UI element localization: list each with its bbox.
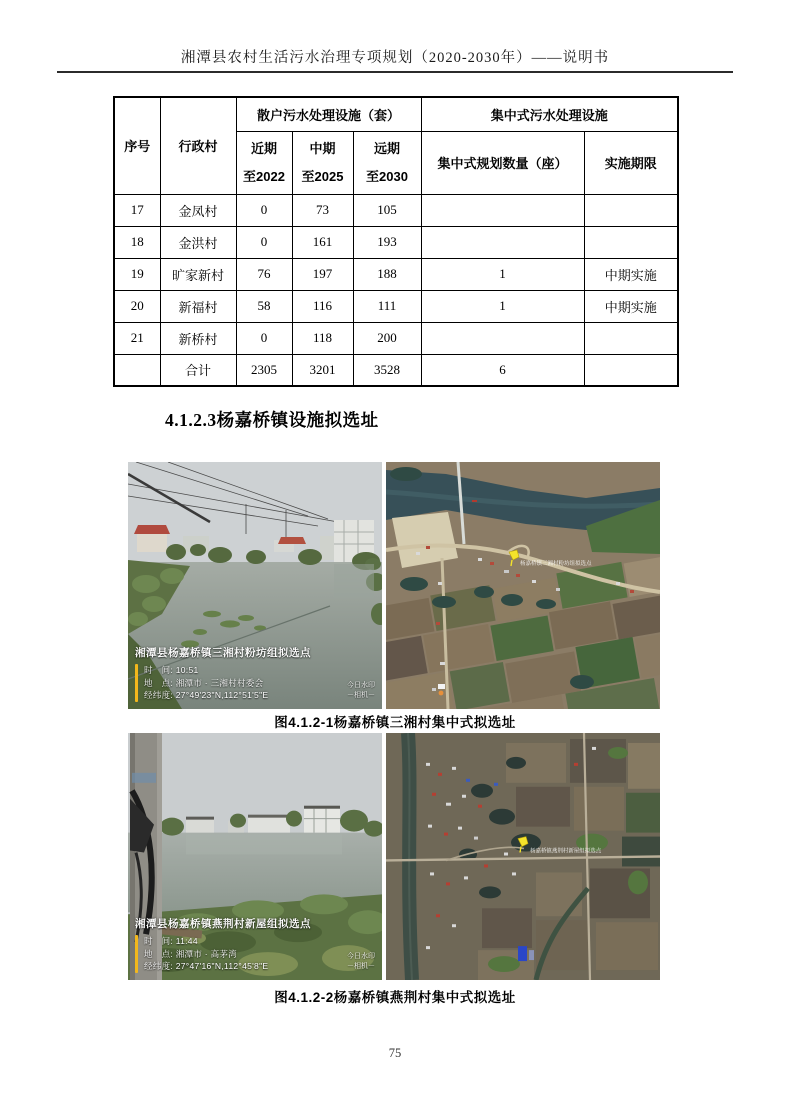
cell-index: 17 [114, 194, 160, 226]
header-index: 序号 [114, 97, 160, 194]
facilities-table [113, 96, 679, 387]
cell-mid: 116 [292, 290, 353, 322]
cell-far: 188 [353, 258, 421, 290]
figure-1-caption: 图4.1.2-1杨嘉桥镇三湘村集中式拟选址 [274, 715, 516, 730]
cell-planned [421, 194, 584, 226]
watermark-accent-bar [135, 664, 138, 702]
document-header-title: 湘潭县农村生活污水治理专项规划（2020-2030年）——说明书 [180, 50, 610, 66]
site-photo-2 [128, 733, 382, 980]
canal [408, 733, 412, 980]
watermark-time: 时 间: 11:44 [144, 935, 198, 946]
cell-period [584, 322, 678, 354]
header-mid-line2: 至2025 [301, 168, 344, 184]
cell-far: 193 [353, 226, 421, 258]
header-near-term [236, 131, 292, 194]
cell-far: 200 [353, 322, 421, 354]
cell-village: 新桥村 [160, 322, 236, 354]
watermark-coordinates: 经纬度: 27°49'23"N,112°51'5"E [144, 690, 269, 701]
cell-village: 新福村 [160, 290, 236, 322]
cell-period [584, 354, 678, 386]
satellite-map-2-image [386, 733, 660, 980]
header-group-centralized: 集中式污水处理设施 [421, 97, 678, 131]
sand-flat [392, 512, 458, 568]
cell-village: 旷家新村 [160, 258, 236, 290]
cell-period [584, 194, 678, 226]
cell-near: 0 [236, 322, 292, 354]
photo-watermark-overlay [128, 641, 382, 709]
cell-mid: 197 [292, 258, 353, 290]
cell-far: 3528 [353, 354, 421, 386]
header-far-line2: 至2030 [366, 168, 408, 184]
watermark-title: 湘潭县杨嘉桥镇三湘村粉坊组拟选点 [135, 646, 311, 659]
satellite-map-2 [386, 733, 660, 980]
header-village: 行政村 [160, 97, 236, 194]
site-photo-1 [128, 462, 382, 709]
cell-planned: 1 [421, 290, 584, 322]
cell-planned [421, 322, 584, 354]
cell-near: 76 [236, 258, 292, 290]
header-near-line1: 近期 [250, 141, 277, 157]
cell-near: 0 [236, 226, 292, 258]
camera-watermark-logo [347, 681, 375, 700]
map-pin-label: 杨嘉桥镇三湘村粉坊组拟选点 [520, 561, 592, 567]
header-implementation-period: 实施期限 [584, 131, 678, 194]
watermark-coordinates: 经纬度: 27°47'16"N,112°45'8"E [144, 961, 269, 972]
cell-village: 金凤村 [160, 194, 236, 226]
cell-mid: 161 [292, 226, 353, 258]
camera-watermark-line2: －相机－ [347, 962, 375, 970]
watermark-time: 时 间: 10:51 [144, 664, 199, 675]
watermark-title: 湘潭县杨嘉桥镇燕荆村新屋组拟选点 [135, 917, 311, 930]
header-mid-term [292, 131, 353, 194]
cell-far: 111 [353, 290, 421, 322]
cell-village: 金洪村 [160, 226, 236, 258]
cell-mid: 73 [292, 194, 353, 226]
cell-near: 2305 [236, 354, 292, 386]
figure-2-caption: 图4.1.2-2杨嘉桥镇燕荆村集中式拟选址 [274, 990, 516, 1005]
watermark-place: 地 点: 湘潭市 · 三湘村村委会 [144, 677, 264, 688]
header-group-household: 散户污水处理设施（套） [236, 97, 421, 131]
figure-2 [128, 733, 660, 980]
page-number: 75 [388, 1046, 402, 1060]
header-planned-count: 集中式规划数量（座） [421, 131, 584, 194]
cell-near: 58 [236, 290, 292, 322]
table-row [114, 290, 678, 322]
cell-near: 0 [236, 194, 292, 226]
table-row [114, 258, 678, 290]
table-row [114, 226, 678, 258]
cell-index: 18 [114, 226, 160, 258]
watermark-place: 地 点: 湘潭市 · 高茅湾 [144, 948, 237, 959]
table-row [114, 322, 678, 354]
header-far-line1: 远期 [374, 141, 401, 157]
header-near-line2: 至2022 [243, 168, 285, 184]
satellite-map-1 [386, 462, 660, 709]
cell-period: 中期实施 [584, 290, 678, 322]
header-divider [57, 71, 733, 73]
building-reflection [186, 835, 342, 855]
watermark-accent-bar [135, 935, 138, 973]
camera-watermark-line1: 今日水印 [347, 682, 375, 690]
cell-village: 合计 [160, 354, 236, 386]
camera-watermark-line2: －相机－ [347, 691, 375, 699]
satellite-map-1-image [386, 462, 660, 709]
camera-watermark-logo [347, 952, 375, 971]
map-pin-label: 杨嘉桥镇燕荆村新屋组拟选点 [530, 848, 602, 855]
cell-index: 21 [114, 322, 160, 354]
cell-mid: 118 [292, 322, 353, 354]
camera-watermark-line1: 今日水印 [347, 953, 375, 961]
cell-planned: 6 [421, 354, 584, 386]
cell-index: 19 [114, 258, 160, 290]
cell-planned: 1 [421, 258, 584, 290]
cell-mid: 3201 [292, 354, 353, 386]
cell-index: 20 [114, 290, 160, 322]
figure-1 [128, 462, 660, 709]
section-heading: 4.1.2.3杨嘉桥镇设施拟选址 [165, 410, 379, 430]
cell-period: 中期实施 [584, 258, 678, 290]
header-far-term [353, 131, 421, 194]
header-mid-line1: 中期 [309, 141, 336, 157]
cell-period [584, 226, 678, 258]
cell-far: 105 [353, 194, 421, 226]
cell-planned [421, 226, 584, 258]
photo-watermark-overlay [128, 912, 382, 980]
building-reflection [334, 564, 374, 598]
table-total-row [114, 354, 678, 386]
table-row [114, 194, 678, 226]
cell-index [114, 354, 160, 386]
